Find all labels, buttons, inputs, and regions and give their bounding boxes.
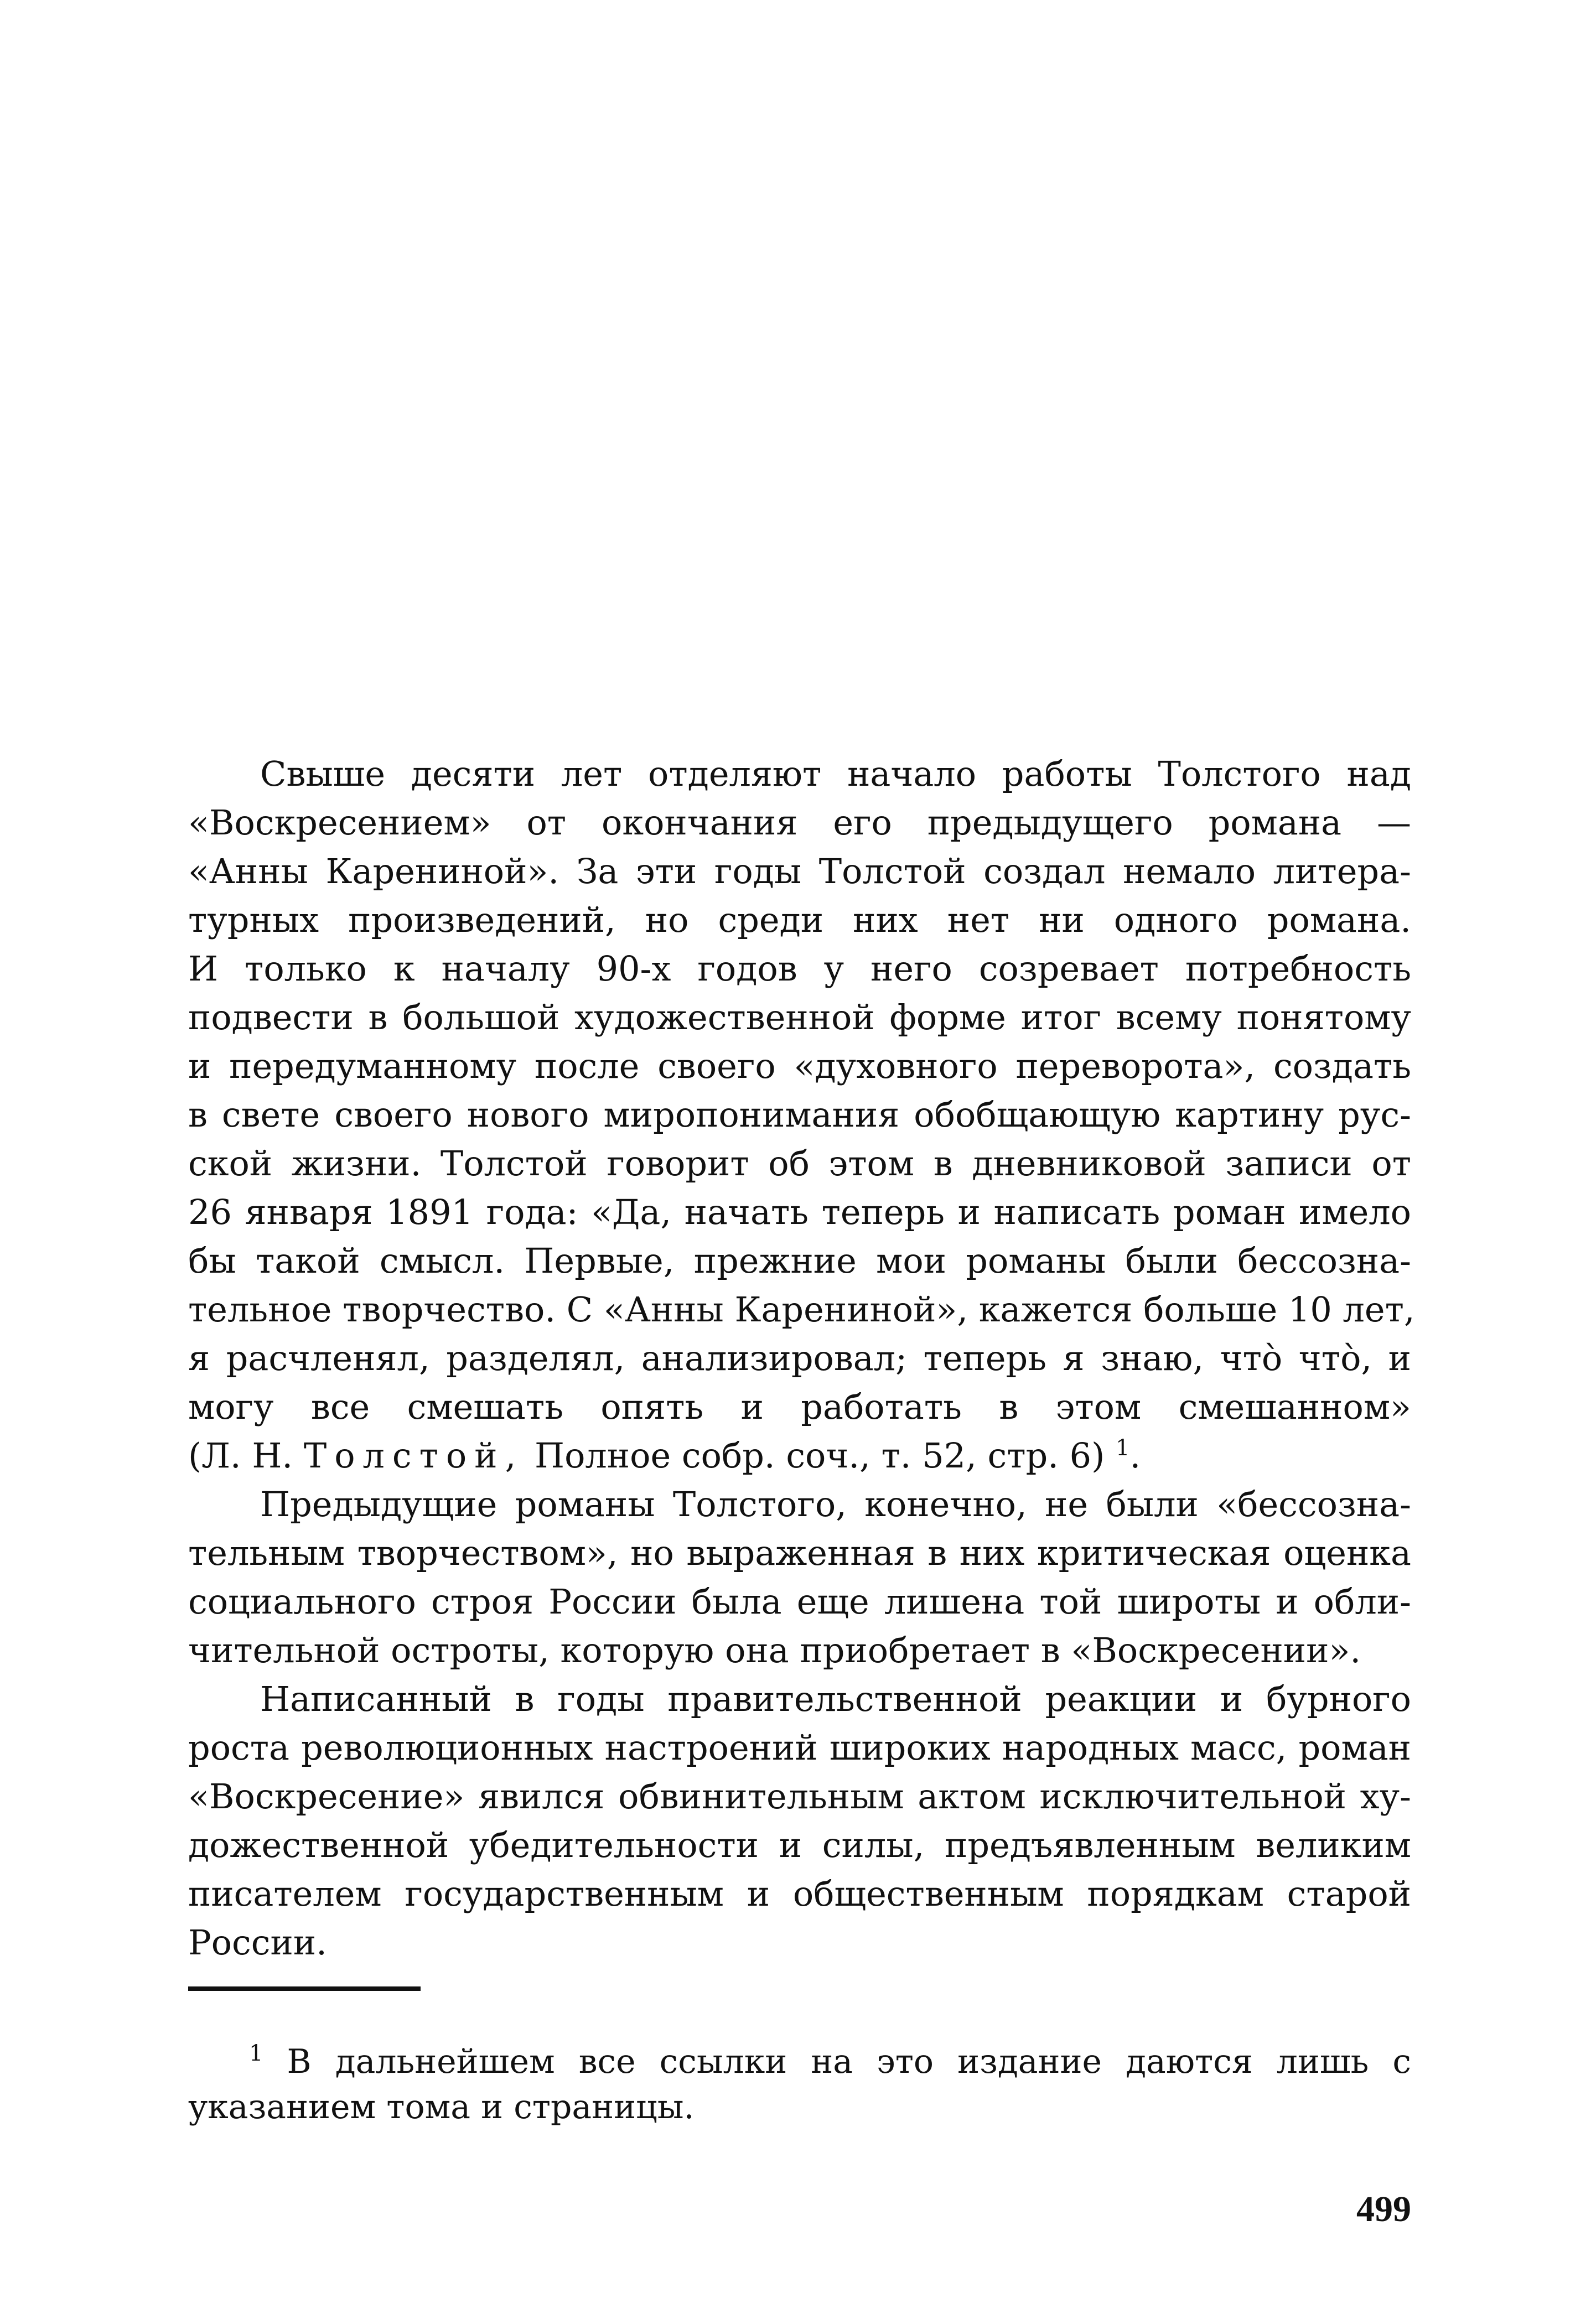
text-line: Предыдущие романы Толстого, конечно, не были «бессозна- — [260, 1484, 1411, 1524]
text-line: бы такой смысл. Первые, прежние мои романы были бессозна- — [188, 1241, 1411, 1281]
text-line: ской жизни. Толстой говорит об этом в дневниковой записи от — [188, 1143, 1411, 1184]
text-line: 26 января 1891 года: «Да, начать теперь и написать роман имело — [188, 1192, 1411, 1232]
footnote-line: указанием тома и страницы. — [188, 2088, 695, 2126]
text-line: социального строя России была еще лишена той широты и обли- — [188, 1581, 1411, 1622]
text-line: «Анны Карениной». За эти годы Толстой создал немало литера- — [188, 851, 1411, 891]
main-text — [188, 750, 1415, 1967]
footnote-divider — [188, 1986, 421, 1991]
citation-open: (Л. Н. — [188, 1435, 293, 1476]
text-line: подвести в большой художественной форме итог всему понятому — [188, 997, 1411, 1038]
text-line: тельным творчеством», но выраженная в них критическая оценка — [188, 1533, 1411, 1573]
paragraph-3 — [188, 1675, 1411, 1967]
text-line: И только к началу 90-х годов у него созревает потребность — [188, 948, 1411, 989]
text-line: роста революционных настроений широких народных масс, роман — [188, 1728, 1411, 1768]
text-line: чительной остроты, которую она приобретает в «Воскресении». — [188, 1630, 1361, 1671]
text-line: «Воскресением» от окончания его предыдущего романа — — [188, 802, 1411, 843]
citation-end: . — [1129, 1435, 1141, 1476]
footnote-ref[interactable]: 1 — [1116, 1435, 1130, 1461]
text-line: могу все смешать опять и работать в этом смешанном» — [188, 1387, 1411, 1427]
footnote-line — [188, 2039, 1411, 2084]
page-number: 499 — [1356, 2189, 1411, 2229]
text-line: тельное творчество. С «Анны Карениной», кажется больше 10 лет, — [188, 1289, 1415, 1330]
text-line: писателем государственным и общественным порядкам старой — [188, 1874, 1411, 1914]
text-line: дожественной убедительности и силы, предъявленным великим — [188, 1825, 1411, 1865]
text-line: Написанный в годы правительственной реакции и бурного — [260, 1679, 1411, 1719]
text-line: я расчленял, разделял, анализировал; теперь я знаю, что̀ что̀, и — [188, 1338, 1411, 1378]
citation-author: Толстой, — [303, 1435, 524, 1476]
paragraph-2 — [188, 1480, 1411, 1675]
text-line: в свете своего нового миропонимания обобщающую картину рус- — [188, 1094, 1411, 1135]
text-line: турных произведений, но среди них нет ни одного романа. — [188, 900, 1411, 940]
text-line: и передуманному после своего «духовного переворота», создать — [188, 1046, 1411, 1086]
footnote-marker: 1 — [249, 2041, 263, 2066]
text-line: «Воскресение» явился обвинительным актом исключительной ху- — [188, 1776, 1411, 1817]
paragraph-1 — [188, 750, 1415, 1480]
citation-source: Полное собр. соч., т. 52, стр. 6) — [535, 1435, 1105, 1476]
footnote — [188, 2039, 1411, 2130]
text-line: Свыше десяти лет отделяют начало работы Толстого над — [260, 754, 1411, 794]
footnote-text: В дальнейшем все ссылки на это издание даются лишь с — [287, 2042, 1412, 2081]
text-line: России. — [188, 1922, 327, 1963]
citation-line — [188, 1431, 1411, 1480]
